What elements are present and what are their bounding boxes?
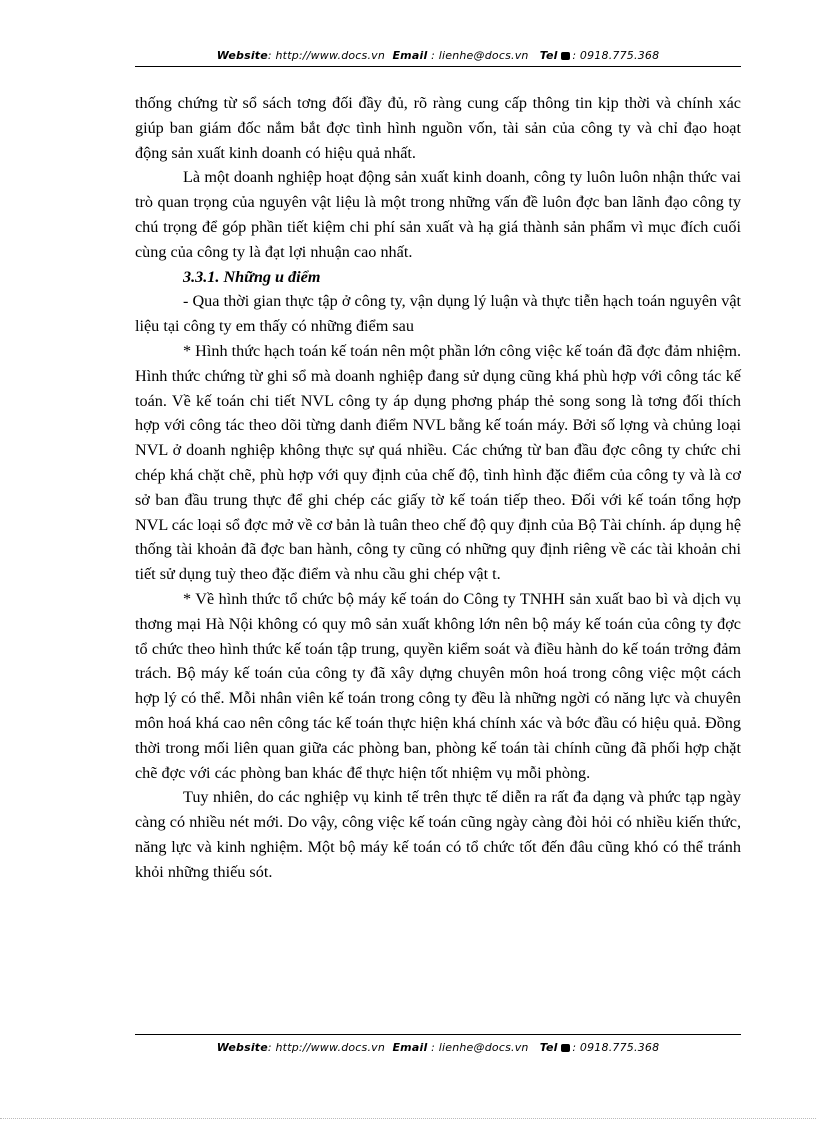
phone-icon <box>561 1044 570 1052</box>
footer-email-link[interactable]: : lienhe@docs.vn <box>431 1041 529 1054</box>
paragraph-6: Tuy nhiên, do các nghiệp vụ kinh tế trên thực tế diễn ra rất đa dạng và phức tạp ngày càng có nhiều nét mới. Do vậy, công việc kế toán cũng ngày càng đòi hỏi có nhiều kiến thức, năng lực và kinh nghiệm. Một bộ máy kế toán có tổ chức tốt đến đâu cũng khó có thể tránh khỏi những thiếu sót. <box>135 788 741 881</box>
header-email-label: Email <box>392 49 428 62</box>
header-rule <box>135 66 741 67</box>
footer-website-link[interactable]: : http://www.docs.vn <box>267 1041 386 1054</box>
paragraph-5: * Về hình thức tổ chức bộ máy kế toán do Công ty TNHH sản xuất bao bì và dịch vụ thơng mại Hà Nội không có quy mô sản xuất không lớn nên bộ máy kế toán của công ty đợc tổ chức theo hình thức kế toán tập trung, quyền kiểm soát và điều hành do kế toán trởng đảm trách. Bộ máy kế toán của công ty đã xây dựng chuyên môn hoá trong công việc một cách hợp lý có thể. Mỗi nhân viên kế toán trong công ty đều là những ngời có năng lực và chuyên môn hoá khá cao nên công tác kế toán thực hiện khá chính xác và bớc đầu có hiệu quả. Đồng thời trong mối liên quan giữa các phòng ban, phòng kế toán tài chính cũng đã phối hợp chặt chẽ đợc với các phòng ban khác để thực hiện tốt nhiệm vụ mỗi phòng. <box>135 589 741 782</box>
paragraph-1: thống chứng từ sổ sách tơng đối đầy đủ, rõ ràng cung cấp thông tin kịp thời và chính xác giúp ban giám đốc nắm bắt đợc tình hình nguồn vốn, tài sản của công ty và chỉ đạo hoạt động sản xuất kinh doanh có hiệu quả nhất. <box>135 94 741 162</box>
footer-rule <box>135 1034 741 1035</box>
document-body <box>135 91 741 885</box>
header-tel-label: Tel <box>539 49 558 62</box>
paragraph-4: * Hình thức hạch toán kế toán nên một phần lớn công việc kế toán đã đợc đảm nhiệm. Hình thức chứng từ ghi sổ mà doanh nghiệp đang sử dụng cũng khá phù hợp với công tác kế toán. Về kế toán chi tiết NVL công ty áp dụng phơng pháp thẻ song song là tơng đối thích hợp với công tác theo dõi từng danh điểm NVL bằng kế toán máy. Bởi số lợng và chủng loại NVL ở doanh nghiệp không thực sự quá nhiều. Các chứng từ ban đầu đợc công ty chức chi chép khá chặt chẽ, phù hợp với quy định của chế độ, tình hình đặc điểm của công ty và là cơ sở ban đầu trung thực để ghi chép các giấy tờ kế toán tiếp theo. Đối với kế toán tổng hợp NVL các loại sổ đợc mở về cơ bản là tuân theo chế độ quy định của Bộ Tài chính. áp dụng hệ thống tài khoản đã đợc ban hành, công ty cũng có những quy định riêng về các tài khoản chi tiết sử dụng tuỳ theo đặc điểm và nhu cầu ghi chép vật t. <box>135 341 742 584</box>
header-email-link[interactable]: : lienhe@docs.vn <box>431 49 529 62</box>
footer-tel-label: Tel <box>539 1041 558 1054</box>
header-tel-value: : 0918.775.368 <box>572 49 660 62</box>
paragraph-3: - Qua thời gian thực tập ở công ty, vận dụng lý luận và thực tiễn hạch toán nguyên vật liệu tại công ty em thấy có những điểm sau <box>135 292 741 336</box>
phone-icon <box>561 52 570 60</box>
page-bottom-border <box>0 1118 816 1119</box>
footer-tel-value: : 0918.775.368 <box>572 1041 660 1054</box>
page-footer <box>135 1041 741 1054</box>
page-header <box>135 49 741 62</box>
header-website-label: Website <box>216 49 268 62</box>
header-website-link[interactable]: : http://www.docs.vn <box>267 49 386 62</box>
section-heading: 3.3.1. Những u điểm <box>183 267 321 286</box>
paragraph-2: Là một doanh nghiệp hoạt động sản xuất kinh doanh, công ty luôn luôn nhận thức vai trò quan trọng của nguyên vật liệu là một trong những vấn đề luôn đợc ban lãnh đạo công ty chú trọng để góp phần tiết kiệm chi phí sản xuất và hạ giá thành sản phẩm vì mục đích cuối cùng của công ty là đạt lợi nhuận cao nhất. <box>135 168 741 261</box>
footer-email-label: Email <box>392 1041 428 1054</box>
footer-website-label: Website <box>216 1041 268 1054</box>
